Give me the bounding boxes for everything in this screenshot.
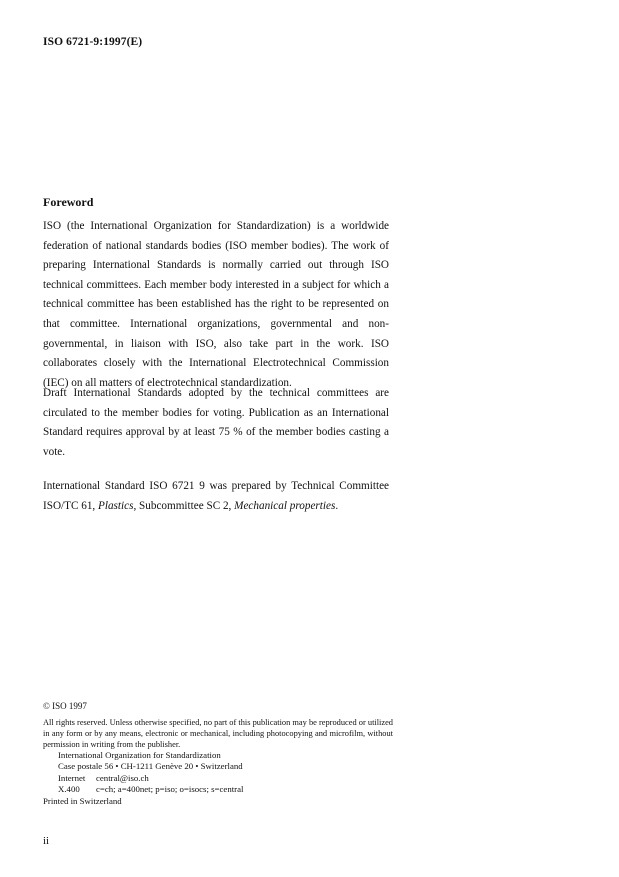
publisher-address	[58, 750, 393, 796]
plastics-title: Plastics	[98, 499, 134, 512]
document-id: ISO 6721-9:1997(E)	[43, 36, 143, 48]
x400-row	[58, 784, 393, 796]
paragraph-3-part-1: International Standard ISO 6721 9 was prepared by Technical Committee ISO/TC 61,	[43, 480, 389, 512]
rights-statement: All rights reserved. Unless otherwise specified, no part of this publication may be reproduced or utilized in any form or by any means, electronic or mechanical, including photocopying and microfilm, without permission in writing from the publisher.	[43, 717, 393, 749]
internet-row	[58, 773, 393, 785]
internet-email: central@iso.ch	[96, 772, 149, 783]
page-number: ii	[43, 835, 50, 847]
copyright-line: © ISO 1997	[43, 701, 87, 711]
postal-address: Case postale 56 • CH-1211 Genève 20 • Switzerland	[58, 761, 243, 772]
foreword-paragraph-1: ISO (the International Organization for Standardization) is a worldwide federation of national standards bodies (ISO member bodies). The work of preparing International Standards is normally carried out through ISO technical committees. Each member body interested in a subject for which a technical committee has been established has the right to be represented on that committee. International organizations, governmental and non-governmental, in liaison with ISO, also take part in the work. ISO collaborates closely with the International Electrotechnical Commission (IEC) on all matters of electrotechnical standardization.	[43, 220, 389, 389]
foreword-paragraph-2: Draft International Standards adopted by the technical committees are circulated to the member bodies for voting. Publication as an International Standard requires approval by at least 75 % of the member bodies casting a vote.	[43, 387, 389, 458]
organization-name: International Organization for Standardization	[58, 749, 221, 760]
printed-in: Printed in Switzerland	[43, 795, 122, 806]
foreword-heading: Foreword	[43, 195, 94, 209]
foreword-paragraph-3	[43, 477, 389, 516]
copyright-block	[43, 701, 393, 808]
x400-label: X.400	[58, 784, 80, 795]
mechanical-properties-title: Mechanical properties	[234, 499, 336, 512]
internet-label: Internet	[58, 772, 86, 783]
x400-address: c=ch; a=400net; p=iso; o=isocs; s=central	[96, 784, 244, 795]
paragraph-3-part-3: .	[335, 499, 339, 512]
paragraph-3-part-2: , Subcommittee SC 2,	[133, 499, 235, 512]
